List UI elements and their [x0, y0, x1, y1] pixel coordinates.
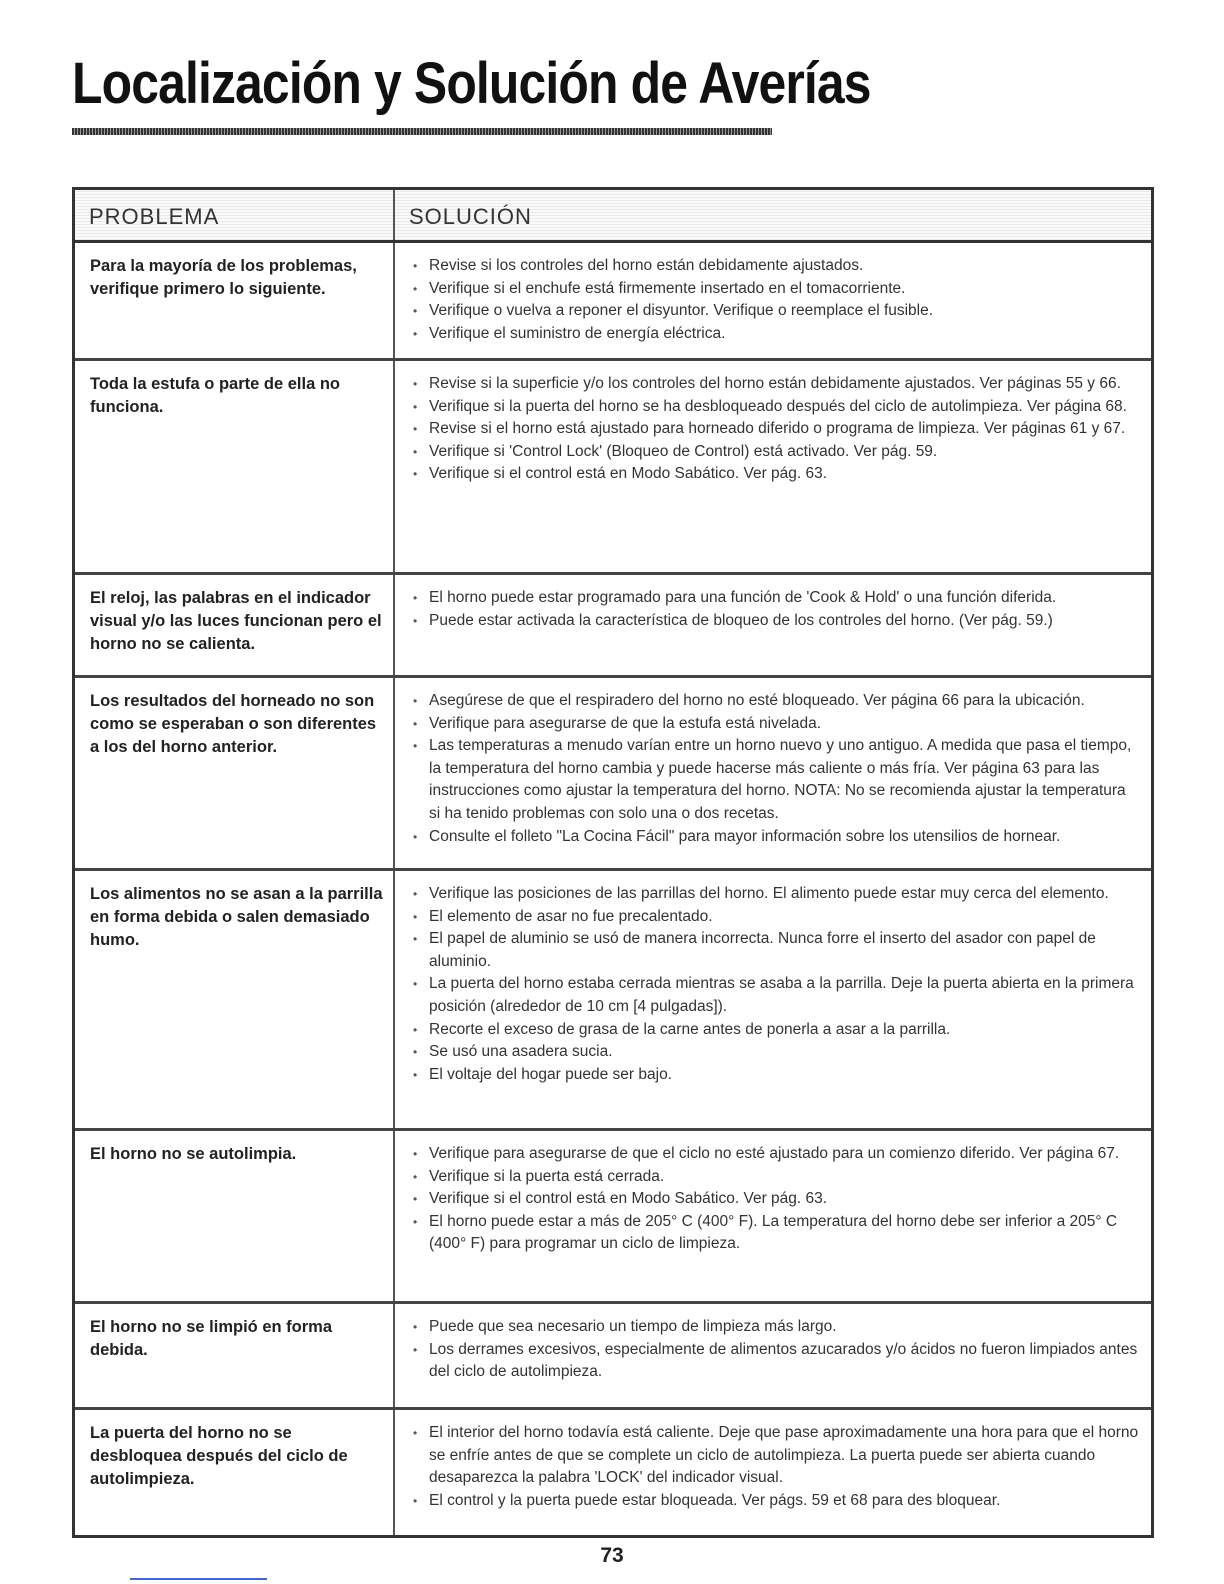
solution-item: • Las temperaturas a menudo varían entre un horno nuevo y uno antiguo. A medida que pasa el tiempo, la temperatura del horno cambia y puede hacerse más caliente o más fría. Ver página 63 para las instrucciones como ajustar la temperatura del horno. NOTA: No se recomienda ajustar la temperatura si ha tenido problemas con solo una o dos recetas.	[413, 735, 1139, 825]
table-row	[75, 1410, 1151, 1535]
solution-cell	[395, 243, 1151, 358]
solution-item: • Los derrames excesivos, especialmente de alimentos azucarados y/o ácidos no fueron limpiados antes del ciclo de autolimpieza.	[413, 1339, 1139, 1384]
solution-cell	[395, 361, 1151, 572]
page-number: 73	[600, 1544, 624, 1567]
solution-item: • Revise si la superficie y/o los controles del horno están debidamente ajustados. Ver páginas 55 y 66.	[413, 373, 1139, 396]
solution-item: • El elemento de asar no fue precalentado.	[413, 906, 1139, 929]
solution-item: • El voltaje del hogar puede ser bajo.	[413, 1064, 1139, 1087]
table-header	[75, 190, 1151, 243]
solution-item: • El horno puede estar a más de 205° C (400° F). La temperatura del horno debe ser inferior a 205° C (400° F) para programar un ciclo de limpieza.	[413, 1211, 1139, 1256]
solution-item: • Verifique para asegurarse de que el ciclo no esté ajustado para un comienzo diferido. Ver página 67.	[413, 1143, 1139, 1166]
problem-cell: El horno no se limpió en forma debida.	[75, 1304, 395, 1407]
solution-item: • Verifique si la puerta del horno se ha desbloqueado después del ciclo de autolimpieza. Ver página 68.	[413, 396, 1139, 419]
solution-cell	[395, 1131, 1151, 1301]
solution-cell	[395, 575, 1151, 675]
solution-item: • Verifique si el enchufe está firmemente insertado en el tomacorriente.	[413, 278, 1139, 301]
page-title: Localización y Solución de Averías	[72, 51, 871, 116]
solution-item: • Verifique el suministro de energía eléctrica.	[413, 323, 1139, 346]
table-row	[75, 678, 1151, 871]
solution-item: • Recorte el exceso de grasa de la carne antes de ponerla a asar a la parrilla.	[413, 1019, 1139, 1042]
solution-item: • El interior del horno todavía está caliente. Deje que pase aproximadamente una hora para que el horno se enfríe antes de que se complete un ciclo de autolimpieza. La puerta puede ser abierta cuando desaparezca la palabra 'LOCK' del indicador visual.	[413, 1422, 1139, 1490]
header-solution: SOLUCIÓN	[409, 204, 532, 229]
solution-item: • Asegúrese de que el respiradero del horno no esté bloqueado. Ver página 66 para la ubicación.	[413, 690, 1139, 713]
header-problem: PROBLEMA	[75, 190, 395, 240]
solution-item: • El control y la puerta puede estar bloqueada. Ver págs. 59 et 68 para des bloquear.	[413, 1490, 1139, 1513]
problem-cell: La puerta del horno no se desbloquea después del ciclo de autolimpieza.	[75, 1410, 395, 1535]
problem-cell: Para la mayoría de los problemas, verifique primero lo siguiente.	[75, 243, 395, 358]
table-row	[75, 361, 1151, 575]
problem-cell: El horno no se autolimpia.	[75, 1131, 395, 1301]
solution-item: • Verifique si el control está en Modo Sabático. Ver pág. 63.	[413, 1188, 1139, 1211]
problem-cell: Toda la estufa o parte de ella no funciona.	[75, 361, 395, 572]
table-row	[75, 1131, 1151, 1304]
footer-rule	[130, 1578, 267, 1580]
solution-item: • Verifique las posiciones de las parrillas del horno. El alimento puede estar muy cerca del elemento.	[413, 883, 1139, 906]
table-row	[75, 1304, 1151, 1410]
solution-cell	[395, 1410, 1151, 1535]
solution-item: • La puerta del horno estaba cerrada mientras se asaba a la parrilla. Deje la puerta abierta en la primera posición (alrededor de 10 cm [4 pulgadas]).	[413, 973, 1139, 1018]
solution-item: • Verifique si el control está en Modo Sabático. Ver pág. 63.	[413, 463, 1139, 486]
solution-cell	[395, 871, 1151, 1128]
solution-item: • Verifique si 'Control Lock' (Bloqueo de Control) está activado. Ver pág. 59.	[413, 441, 1139, 464]
solution-item: • Verifique para asegurarse de que la estufa está nivelada.	[413, 713, 1139, 736]
page-title-block	[72, 51, 871, 116]
solution-item: • Revise si el horno está ajustado para horneado diferido o programa de limpieza. Ver páginas 61 y 67.	[413, 418, 1139, 441]
solution-item: • Puede estar activada la característica de bloqueo de los controles del horno. (Ver pág. 59.)	[413, 610, 1139, 633]
solution-item: • El papel de aluminio se usó de manera incorrecta. Nunca forre el inserto del asador con papel de aluminio.	[413, 928, 1139, 973]
solution-item: • El horno puede estar programado para una función de 'Cook & Hold' o una función diferida.	[413, 587, 1139, 610]
solution-item: • Verifique si la puerta está cerrada.	[413, 1166, 1139, 1189]
problem-cell: El reloj, las palabras en el indicador visual y/o las luces funcionan pero el horno no se calienta.	[75, 575, 395, 675]
table-row	[75, 243, 1151, 361]
solution-item: • Se usó una asadera sucia.	[413, 1041, 1139, 1064]
title-underline	[72, 128, 772, 135]
problem-cell: Los alimentos no se asan a la parrilla en forma debida o salen demasiado humo.	[75, 871, 395, 1128]
solution-cell	[395, 1304, 1151, 1407]
problem-cell: Los resultados del horneado no son como se esperaban o son diferentes a los del horno anterior.	[75, 678, 395, 868]
solution-item: • Consulte el folleto "La Cocina Fácil" para mayor información sobre los utensilios de hornear.	[413, 826, 1139, 849]
solution-item: • Verifique o vuelva a reponer el disyuntor. Verifique o reemplace el fusible.	[413, 300, 1139, 323]
table-row	[75, 575, 1151, 678]
solution-item: • Revise si los controles del horno están debidamente ajustados.	[413, 255, 1139, 278]
solution-cell	[395, 678, 1151, 868]
table-row	[75, 871, 1151, 1131]
solution-item: • Puede que sea necesario un tiempo de limpieza más largo.	[413, 1316, 1139, 1339]
troubleshooting-table	[72, 187, 1154, 1538]
